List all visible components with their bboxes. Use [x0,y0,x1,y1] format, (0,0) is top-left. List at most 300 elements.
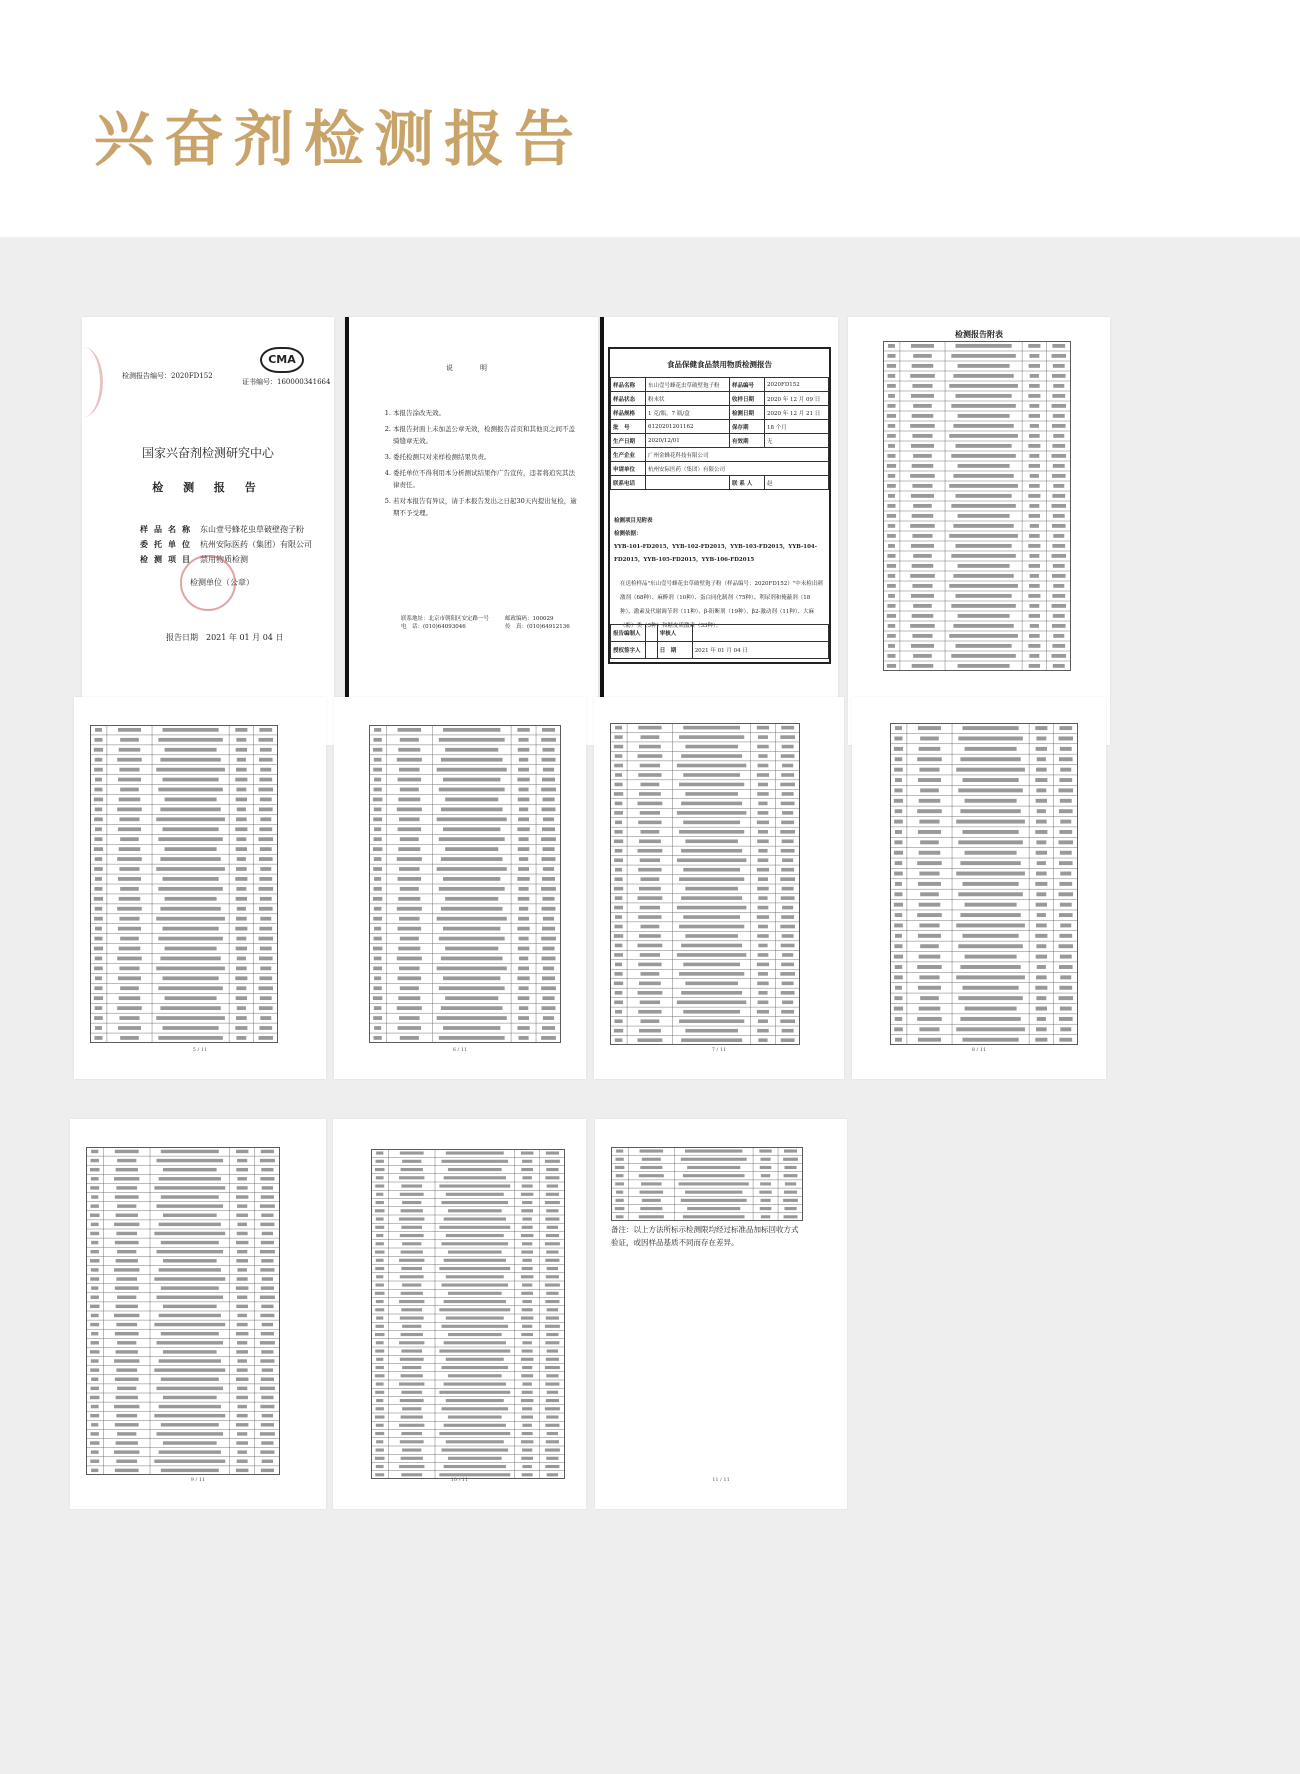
cell-text-blur [376,1151,383,1154]
cell-text-blur [887,504,895,508]
cell-text-blur [545,1341,559,1344]
cell-text-blur [376,1217,384,1220]
cell-text-blur [90,1232,99,1235]
cell-text-blur [446,1316,504,1319]
cell-text-blur [784,1166,796,1169]
table-cell: 6120201201162 [646,420,730,434]
cell-text-blur [640,925,659,929]
cell-text-blur [683,773,740,777]
cell-text-blur [94,937,102,941]
cell-text-blur [518,847,530,851]
cell-text-blur [958,664,1010,668]
cell-text-blur [912,464,934,468]
cell-text-blur [522,1382,531,1385]
cell-text-blur [522,1465,531,1468]
cell-text-blur [895,913,903,917]
cell-text-blur [115,1469,139,1472]
cell-text-blur [237,1223,246,1226]
cell-text-blur [235,827,247,831]
cell-text-blur [442,1283,509,1286]
cell-text-blur [439,788,505,792]
cell-text-blur [781,821,794,825]
cell-text-blur [235,778,247,782]
cell-text-blur [913,554,932,558]
cell-text-blur [448,1209,502,1212]
cell-text-blur [400,887,419,891]
table-cell: 粉末状 [646,392,730,406]
cell-text-blur [376,1242,384,1245]
cell-text-blur [402,1201,421,1204]
results-table [890,723,1078,1045]
cell-text-blur [614,858,623,862]
cell-text-blur [918,778,941,782]
cell-text-blur [117,1159,136,1162]
cell-text-blur [260,847,272,851]
cell-text-blur [955,644,1011,648]
cell-text-blur [955,394,1011,398]
cell-text-blur [1029,584,1040,588]
cell-text-blur [888,494,895,498]
cell-text-blur [115,1195,139,1198]
table-cell: 18 个月 [765,420,829,434]
cell-text-blur [1028,594,1040,598]
cell-text-blur [887,484,896,488]
cell-text-blur [236,1469,248,1472]
cell-text-blur [519,907,528,911]
cell-text-blur [639,1029,661,1033]
cell-text-blur [1053,584,1064,588]
cell-text-blur [236,1016,247,1020]
cell-text-blur [397,1006,422,1010]
cell-text-blur [120,788,139,792]
cell-text-blur [522,1176,531,1179]
cell-text-blur [259,857,273,861]
cell-text-blur [376,1283,384,1286]
cell-text-blur [444,1176,506,1179]
report-page-results[interactable] [74,697,326,1079]
cell-text-blur [158,738,223,742]
cell-text-blur [398,927,422,931]
cell-text-blur [1052,544,1065,548]
cell-text-blur [399,768,420,772]
cell-text-blur [685,1149,742,1152]
cell-text-blur [641,1182,662,1185]
cell-text-blur [375,1292,385,1295]
cell-text-blur [1028,544,1040,548]
cell-text-blur [960,861,1020,865]
cell-text-blur [784,1149,797,1152]
cell-text-blur [259,937,274,941]
cell-text-blur [374,788,382,792]
cell-text-blur [91,1423,98,1426]
cell-text-blur [683,726,740,730]
cell-text-blur [237,1186,248,1189]
cell-text-blur [518,947,530,951]
cell-text-blur [374,887,382,891]
cell-text-blur [259,887,274,891]
cell-text-blur [401,1432,422,1435]
cell-text-blur [522,1473,533,1476]
cell-text-blur [522,1184,533,1187]
cell-text-blur [887,604,895,608]
table-cell: 赵 [765,476,829,490]
cell-text-blur [956,820,1025,824]
cell-text-blur [236,1332,248,1335]
appendix-title: 检测报告附表 [955,329,1003,339]
cell-text-blur [519,887,529,891]
cell-text-blur [375,1457,385,1460]
cell-text-blur [439,1391,510,1394]
cell-text-blur [448,1457,502,1460]
cell-text-blur [259,788,274,792]
cell-text-blur [1036,975,1047,979]
cell-text-blur [442,1325,509,1328]
signature [646,642,658,659]
cell-text-blur [237,1432,247,1435]
cell-text-blur [1052,424,1066,428]
cell-text-blur [402,1242,421,1245]
cell-text-blur [1052,504,1067,508]
cell-text-blur [681,754,742,758]
cell-text-blur [376,1201,384,1204]
cell-text-blur [521,1193,533,1196]
cell-text-blur [163,1350,217,1353]
table-row [611,406,829,420]
cell-text-blur [398,728,422,732]
cell-text-blur [446,1151,504,1154]
results-table [86,1147,280,1475]
cell-text-blur [894,820,903,824]
cell-text-blur [376,1399,383,1402]
cell-text-blur [444,1259,506,1262]
cell-text-blur [917,809,942,813]
report-page-appendix[interactable] [848,317,1110,745]
cell-text-blur [615,802,623,806]
cell-text-blur [757,915,769,919]
cell-text-blur [90,1259,100,1262]
cell-text-blur [236,837,246,841]
results-table [369,725,561,1043]
cell-text-blur [161,1469,219,1472]
cell-text-blur [965,799,1017,803]
cell-text-blur [237,907,246,911]
cell-text-blur [614,839,623,843]
cell-text-blur [117,1341,136,1344]
cell-text-blur [261,1305,273,1308]
cell-text-blur [375,1308,384,1311]
cell-text-blur [781,896,795,900]
cell-text-blur [374,738,382,742]
cell-text-blur [895,861,903,865]
cell-text-blur [681,802,742,806]
cell-text-blur [615,849,623,853]
cell-text-blur [640,906,660,910]
cell-text-blur [1035,726,1047,730]
cell-text-blur [958,614,1010,618]
cell-text-blur [541,738,556,742]
cell-text-blur [160,807,220,811]
cell-text-blur [236,1423,248,1426]
cell-text-blur [262,1460,273,1463]
cell-text-blur [401,1209,423,1212]
table-row [611,420,829,434]
cell-text-blur [261,1286,274,1289]
cell-text-blur [1060,747,1072,751]
cell-text-blur [546,1193,559,1196]
cell-text-blur [639,839,661,843]
cell-text-blur [117,1006,142,1010]
cell-text-blur [615,915,622,919]
report-page-summary[interactable] [600,317,838,745]
cell-text-blur [757,982,768,986]
cell-text-blur [542,947,554,951]
cell-text-blur [400,1036,419,1040]
cell-text-blur [260,817,271,821]
cell-text-blur [91,1405,99,1408]
cell-text-blur [400,986,419,990]
cell-text-blur [117,758,142,762]
cell-text-blur [236,1350,248,1353]
cell-text-blur [260,1432,275,1435]
cell-text-blur [95,758,103,762]
table-cell: 收样日期 [730,392,765,406]
cell-text-blur [400,1193,424,1196]
cell-text-blur [545,1201,560,1204]
report-page-results[interactable] [333,1119,586,1509]
cell-text-blur [237,1277,248,1280]
cell-text-blur [262,1323,273,1326]
cell-text-blur [541,1036,556,1040]
cell-text-blur [1059,986,1072,990]
cell-text-blur [958,944,1023,948]
scan-edge [600,317,604,745]
cell-text-blur [894,840,902,844]
cell-text-blur [614,783,622,787]
cell-text-blur [1036,903,1047,907]
cell-text-blur [887,514,896,518]
cell-text-blur [1060,975,1071,979]
cell-text-blur [114,1450,139,1453]
cell-text-blur [677,858,746,862]
cell-text-blur [1059,996,1074,1000]
cell-text-blur [545,1382,559,1385]
cell-text-blur [1036,737,1046,741]
cell-text-blur [1028,394,1040,398]
cell-text-blur [262,1186,273,1189]
cell-text-blur [782,953,793,957]
cell-text-blur [260,1223,274,1226]
cell-text-blur [521,1316,533,1319]
cell-text-blur [373,867,382,871]
cell-text-blur [259,778,272,782]
cell-text-blur [546,1234,559,1237]
cell-text-blur [953,624,1013,628]
cell-text-blur [1052,594,1065,598]
cell-text-blur [398,976,422,980]
cell-text-blur [757,773,769,777]
cell-text-blur [399,1217,424,1220]
cell-text-blur [958,840,1023,844]
cell-text-blur [894,923,903,927]
cell-text-blur [260,1177,274,1180]
cell-text-blur [757,934,768,938]
cell-text-blur [400,837,419,841]
cell-text-blur [260,1387,275,1390]
cell-text-blur [614,972,622,976]
table-cell: 2020FD152 [765,378,829,392]
cell-text-blur [157,1250,224,1253]
cell-text-blur [236,947,247,951]
report-page-notes[interactable] [345,317,598,745]
cell-text-blur [236,1305,248,1308]
cell-text-blur [443,877,500,881]
cell-text-blur [237,1359,246,1362]
cell-text-blur [259,877,272,881]
cell-text-blur [639,1174,664,1177]
cell-text-blur [517,1026,529,1030]
cell-text-blur [399,1341,424,1344]
header [0,0,1300,237]
cell-text-blur [1060,799,1072,803]
cell-text-blur [683,963,740,967]
cell-text-blur [236,1214,248,1217]
cell-text-blur [441,1006,503,1010]
cell-text-blur [117,1204,136,1207]
report-page-results[interactable] [852,697,1106,1079]
cell-text-blur [543,917,554,921]
cell-text-blur [953,574,1013,578]
cell-text-blur [1053,514,1065,518]
cell-text-blur [437,917,507,921]
page-number: 6 / 11 [452,1047,468,1053]
cell-text-blur [887,654,895,658]
cell-text-blur [1036,872,1047,876]
cell-text-blur [546,1399,559,1402]
cell-text-blur [90,1396,100,1399]
cell-text-blur [895,830,902,834]
cell-text-blur [237,1006,246,1010]
cell-text-blur [615,944,623,948]
cell-text-blur [236,847,247,851]
cell-text-blur [259,986,274,990]
conclusion-text: 在送检样品"东山壹号蜂花虫草破壁孢子粉（样品编号：2020FD152）"中未检出刺激剂（68种）、麻醉剂（10种）、蛋白同化制剂（75种）、利尿剂和掩蔽剂（18种）、激素及代谢调节剂（11种）、β-阻断剂（19种）、β2-激动剂（11种）、大麻（酚）类（3种）和糖皮质激素（33种）。 [620,581,823,629]
cell-text-blur [547,1308,558,1311]
summary-title: 食品保健食品禁用物质检测报告 [667,360,772,369]
cell-text-blur [956,1027,1025,1031]
cell-text-blur [894,872,903,876]
cell-text-blur [522,1300,531,1303]
cell-text-blur [888,624,896,628]
cell-text-blur [374,986,382,990]
cell-text-blur [757,726,769,730]
cell-text-blur [895,778,902,782]
cell-text-blur [1052,494,1065,498]
table-cell: 申请单位 [611,462,646,476]
report-page-results[interactable] [594,697,844,1079]
cell-text-blur [953,424,1013,428]
cell-text-blur [262,1277,273,1280]
cell-text-blur [956,872,1025,876]
cell-text-blur [237,1204,247,1207]
cell-text-blur [402,1325,421,1328]
cell-text-blur [546,1415,558,1418]
cell-text-blur [1029,364,1040,368]
cell-text-blur [114,1268,139,1271]
cell-text-blur [376,1382,384,1385]
cell-text-blur [236,1241,248,1244]
cell-text-blur [400,937,419,941]
cell-text-blur [639,792,661,796]
results-table [611,1147,803,1221]
cell-text-blur [949,634,1018,638]
cell-text-blur [782,934,794,938]
cell-text-blur [114,1314,139,1317]
cell-text-blur [1036,955,1047,959]
cell-text-blur [1059,913,1073,917]
organization-name: 国家兴奋剂检测研究中心 [141,446,274,460]
cell-text-blur [376,1358,383,1361]
cell-text-blur [95,827,102,831]
cell-text-blur [158,837,223,841]
cell-text-blur [116,1214,138,1217]
cell-text-blur [376,1300,384,1303]
cell-text-blur [116,1441,138,1444]
cell-text-blur [522,1217,531,1220]
cell-text-blur [545,1176,559,1179]
cell-text-blur [639,1215,664,1218]
cell-text-blur [374,758,382,762]
cell-text-blur [638,726,661,730]
cell-text-blur [443,827,500,831]
cell-text-blur [260,1016,271,1020]
cell-text-blur [1052,524,1066,528]
table-cell: 样品状态 [611,392,646,406]
cell-text-blur [521,1440,533,1443]
cell-text-blur [1053,534,1064,538]
cell-text-blur [521,1209,533,1212]
cell-text-blur [94,887,102,891]
cell-text-blur [962,726,1018,730]
cell-text-blur [522,1349,533,1352]
cell-text-blur [521,1234,533,1237]
cell-text-blur [158,887,223,891]
cell-text-blur [518,867,529,871]
report-page-results[interactable] [334,697,586,1079]
cell-text-blur [758,953,769,957]
cell-text-blur [521,1415,533,1418]
cell-text-blur [401,1391,422,1394]
cell-text-blur [956,768,1025,772]
cell-text-blur [917,1017,942,1021]
cell-text-blur [782,811,793,815]
cell-text-blur [1059,882,1072,886]
report-page-remarks[interactable] [595,1119,847,1509]
cell-text-blur [154,1323,225,1326]
report-page-cover[interactable] [82,317,334,745]
cell-text-blur [373,768,382,772]
cell-text-blur [117,1296,136,1299]
cell-text-blur [401,1349,422,1352]
cell-text-blur [522,1432,533,1435]
cell-text-blur [1060,872,1071,876]
cell-text-blur [114,1223,139,1226]
table-cell: 样品名称 [611,378,646,392]
cell-text-blur [519,807,528,811]
report-page-results[interactable] [70,1119,326,1509]
cell-text-blur [236,867,247,871]
cell-text-blur [437,768,507,772]
cell-text-blur [444,1300,506,1303]
